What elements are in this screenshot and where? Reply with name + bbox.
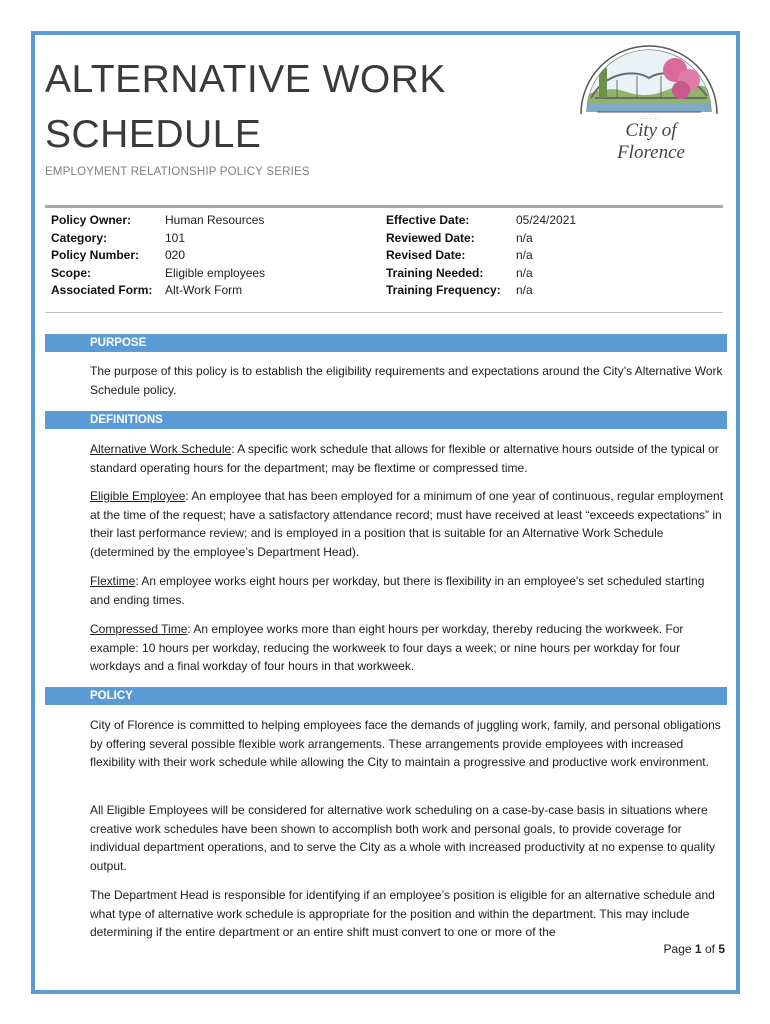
meta-value: n/a xyxy=(516,248,533,263)
meta-value: 101 xyxy=(165,230,186,245)
definition-text: : An employee that has been employed for a minimum of one year of continuous, regular employment at the time of the request; have a satisfactory attendance record; must have received at least “exceeds expectations” in their last performance review; and is employed in a position that is suitable for an Alternative Work Schedule (determined by the employee’s Department Head). xyxy=(90,489,724,560)
meta-label: Effective Date: xyxy=(386,213,470,227)
page-number xyxy=(664,942,725,956)
policy-paragraph: City of Florence is committed to helping employees face the demands of juggling work, family, and personal obligations by offering several possible flexible work arrangements. These arrangements provide employees with increased flexibility with their work schedule while allowing the City to maintain a progressive and productive work environment. xyxy=(90,718,721,770)
meta-divider xyxy=(45,312,723,313)
definition-text: : An employee works more than eight hours per workday, thereby reducing the workweek. For example: 10 hours per workday, reducing the workweek to four days a week; or nine hours per workday for four workdays and a final workday of four hours in that workweek. xyxy=(90,622,684,674)
meta-row xyxy=(386,230,576,248)
page-of: of xyxy=(704,942,715,956)
meta-value: Alt-Work Form xyxy=(165,283,243,298)
meta-row xyxy=(51,247,265,265)
definition-item xyxy=(90,440,726,477)
meta-row xyxy=(386,247,576,265)
meta-value: 020 xyxy=(165,248,186,263)
section-heading-definitions: DEFINITIONS xyxy=(45,411,727,429)
policy-meta-right xyxy=(386,212,576,300)
svg-text:· · · · · · · ·: · · · · · · · · xyxy=(639,116,659,121)
definition-item xyxy=(90,572,726,609)
meta-label: Revised Date: xyxy=(386,248,466,263)
city-logo-caption: City of Florence xyxy=(617,120,685,163)
definition-term: Compressed Time xyxy=(90,622,188,636)
page-total: 5 xyxy=(718,942,725,956)
definition-term: Alternative Work Schedule xyxy=(90,442,232,456)
meta-row xyxy=(51,282,265,300)
purpose-paragraph: The purpose of this policy is to establish the eligibility requirements and expectations around the City’s Alternative Work Schedule policy. xyxy=(90,364,723,397)
meta-row xyxy=(51,265,265,283)
section-heading-policy: POLICY xyxy=(45,687,727,705)
meta-label: Training Needed: xyxy=(386,265,484,280)
policy-paragraph: All Eligible Employees will be considered for alternative work scheduling on a case-by-case basis in situations where creative work schedules have been shown to accomplish both work and personal goals, to provide coverage for individual department operations, and to serve the City as a whole with increased productivity at no expense to quality output. xyxy=(90,803,716,874)
meta-label: Category: xyxy=(51,230,108,245)
meta-row xyxy=(386,212,576,230)
meta-label: Training Frequency: xyxy=(386,283,501,298)
policy-paragraph: The Department Head is responsible for identifying if an employee’s position is eligible for an alternative schedule and what type of alternative work schedule is appropriate for the position and within the department. This may include determining if the entire department or an entire shift must convert to one or more of the xyxy=(90,888,715,940)
meta-row xyxy=(51,212,265,230)
meta-label: Scope: xyxy=(51,265,92,280)
definition-text: : An employee works eight hours per workday, but there is flexibility in an employee's set scheduled starting and ending times. xyxy=(90,574,705,607)
policy-meta-left xyxy=(51,212,265,300)
meta-value: n/a xyxy=(516,230,533,245)
page-prefix: Page xyxy=(663,942,692,956)
page-current: 1 xyxy=(694,942,702,956)
section-heading-purpose: PURPOSE xyxy=(45,334,727,352)
definition-item xyxy=(90,620,726,676)
header-divider xyxy=(45,205,723,208)
meta-value: n/a xyxy=(516,265,533,280)
definition-item xyxy=(90,487,726,562)
meta-label: Associated Form: xyxy=(51,283,153,298)
policy-series: EMPLOYMENT RELATIONSHIP POLICY SERIES xyxy=(45,166,310,178)
meta-row xyxy=(51,230,265,248)
meta-label: Reviewed Date: xyxy=(386,230,475,245)
meta-row xyxy=(386,282,576,300)
definition-term: Eligible Employee xyxy=(90,489,186,503)
meta-value: n/a xyxy=(516,283,533,298)
meta-label: Policy Number: xyxy=(51,248,140,263)
meta-value: Human Resources xyxy=(165,213,265,227)
definition-text: : A specific work schedule that allows for flexible or alternative hours outside of the typical or standard operating hours for the department; may be flextime or compressed time. xyxy=(90,442,719,475)
meta-row xyxy=(386,265,576,283)
meta-value: 05/24/2021 xyxy=(516,213,577,227)
meta-label: Policy Owner: xyxy=(51,213,132,227)
meta-value: Eligible employees xyxy=(165,265,266,280)
definition-term: Flextime xyxy=(90,574,136,588)
document-title: ALTERNATIVE WORK SCHEDULE xyxy=(45,58,446,156)
